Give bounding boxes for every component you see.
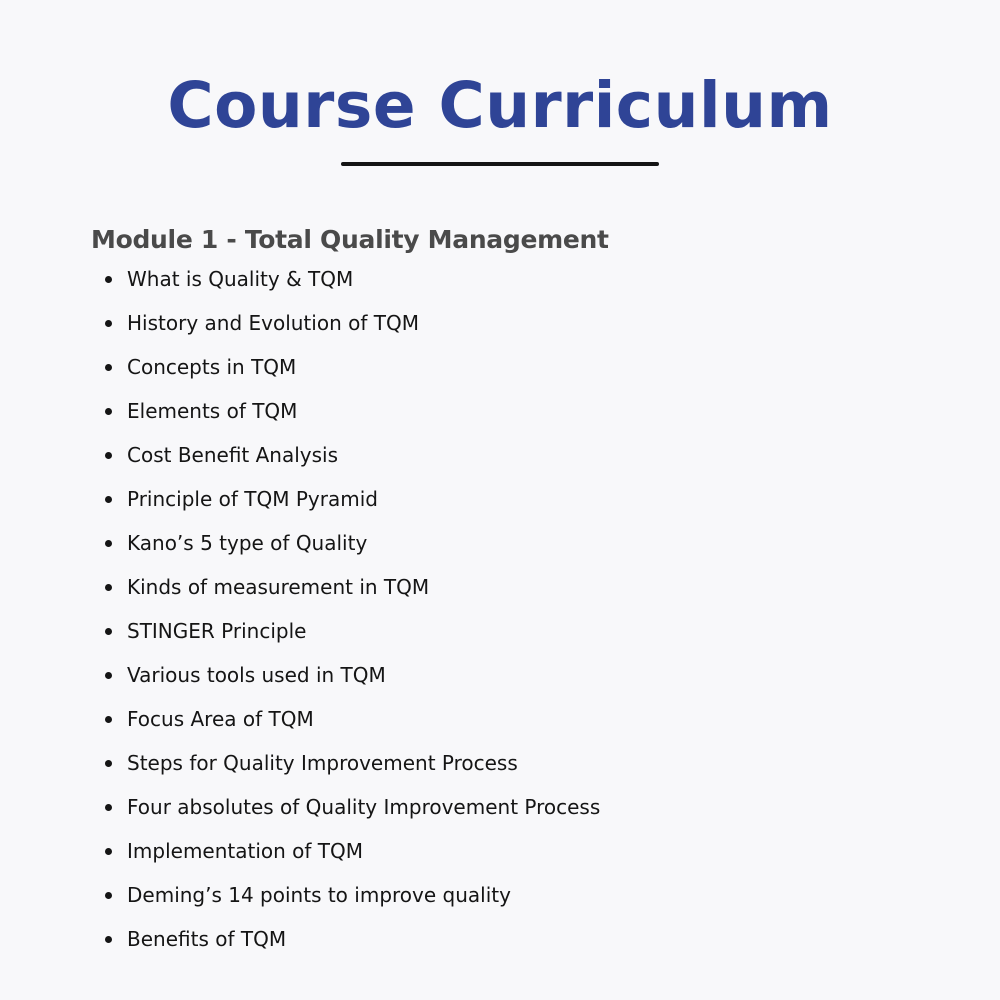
bullet-icon: [105, 804, 112, 811]
topic-label: Principle of TQM Pyramid: [127, 487, 378, 511]
topic-label: What is Quality & TQM: [127, 267, 354, 291]
bullet-icon: [105, 584, 112, 591]
module-heading: Module 1 - Total Quality Management: [91, 225, 609, 254]
topic-label: Deming’s 14 points to improve quality: [127, 883, 511, 907]
bullet-icon: [105, 760, 112, 767]
bullet-icon: [105, 408, 112, 415]
list-item: [0, 565, 600, 609]
topic-label: Kano’s 5 type of Quality: [127, 531, 368, 555]
topic-label: Steps for Quality Improvement Process: [127, 751, 518, 775]
topic-label: STINGER Principle: [127, 619, 307, 643]
list-item: [0, 257, 600, 301]
list-item: [0, 345, 600, 389]
bullet-icon: [105, 496, 112, 503]
list-item: [0, 389, 600, 433]
bullet-icon: [105, 848, 112, 855]
list-item: [0, 433, 600, 477]
topic-label: History and Evolution of TQM: [127, 311, 419, 335]
list-item: [0, 521, 600, 565]
bullet-icon: [105, 892, 112, 899]
list-item: [0, 477, 600, 521]
topic-label: Various tools used in TQM: [127, 663, 386, 687]
bullet-icon: [105, 540, 112, 547]
title-divider: [341, 162, 659, 166]
list-item: [0, 653, 600, 697]
bullet-icon: [105, 936, 112, 943]
topic-label: Kinds of measurement in TQM: [127, 575, 430, 599]
list-item: [0, 301, 600, 345]
topic-label: Cost Benefit Analysis: [127, 443, 339, 467]
bullet-icon: [105, 452, 112, 459]
topic-label: Focus Area of TQM: [127, 707, 314, 731]
topic-label: Four absolutes of Quality Improvement Process: [127, 795, 601, 819]
bullet-icon: [105, 276, 112, 283]
page-title: Course Curriculum: [167, 69, 833, 142]
list-item: [0, 697, 600, 741]
bullet-icon: [105, 364, 112, 371]
list-item: [0, 829, 600, 873]
list-item: [0, 873, 600, 917]
list-item: [0, 785, 600, 829]
topic-label: Concepts in TQM: [127, 355, 297, 379]
topic-list: [0, 257, 600, 961]
list-item: [0, 609, 600, 653]
topic-label: Elements of TQM: [127, 399, 298, 423]
bullet-icon: [105, 628, 112, 635]
bullet-icon: [105, 672, 112, 679]
list-item: [0, 741, 600, 785]
bullet-icon: [105, 716, 112, 723]
list-item: [0, 917, 600, 961]
topic-label: Implementation of TQM: [127, 839, 364, 863]
bullet-icon: [105, 320, 112, 327]
topic-label: Benefits of TQM: [127, 927, 287, 951]
